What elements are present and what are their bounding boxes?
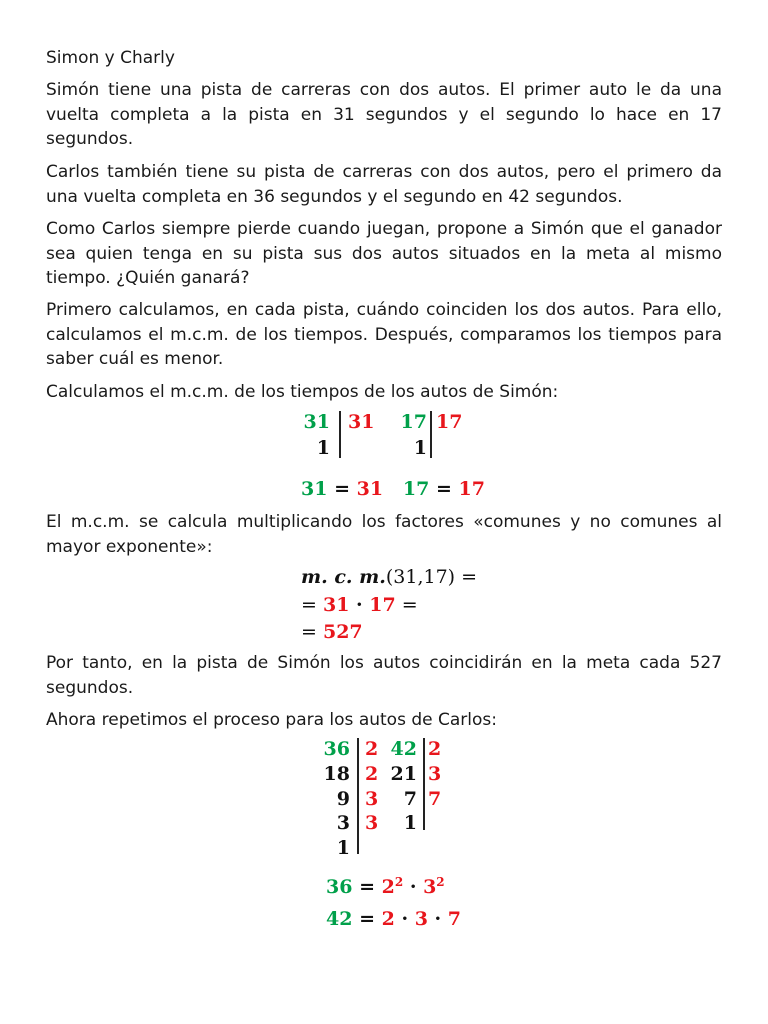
division-number: 31: [303, 411, 330, 433]
division-number: 36: [323, 738, 350, 760]
eq-number: 31: [301, 478, 328, 500]
mcm-label: m. c. m.: [301, 566, 386, 588]
paragraph-question: Como Carlos siempre pierde cuando juegan, propone a Simón que el ganador sea quien tenga en su pista sus dos autos situados en la meta al mismo tiempo. ¿Quién ganará?: [46, 219, 722, 289]
division-factor: 7: [428, 788, 442, 810]
eq-number: 42: [326, 908, 353, 930]
division-factor: 2: [428, 738, 442, 760]
eq-number: 36: [326, 876, 353, 898]
division-number: 17: [400, 411, 427, 433]
eq-base: 2: [381, 876, 395, 898]
division-bar: [339, 411, 341, 458]
paragraph-simon-intro: Calculamos el m.c.m. de los tiempos de los autos de Simón:: [46, 382, 559, 402]
equation-mcm-line1: m. c. m.(31,17) =: [301, 566, 478, 588]
division-factor: 17: [436, 411, 463, 433]
division-number: 1: [336, 837, 350, 859]
eq-factor: 31: [356, 478, 384, 500]
eq-exponent: 2: [394, 875, 404, 889]
paragraph-mcm-rule: El m.c.m. se calcula multiplicando los factores «comunes y no comunes al mayor exponente»:: [46, 512, 722, 557]
division-number: 7: [403, 788, 417, 810]
paragraph-simon-conclusion: Por tanto, en la pista de Simón los autos coincidirán en la meta cada 527 segundos.: [46, 653, 722, 698]
division-number: 9: [336, 788, 350, 810]
mcm-args: (31,17): [385, 566, 456, 588]
mcm-factor: 17: [369, 594, 396, 616]
eq-exponent: 2: [436, 875, 445, 889]
division-factor: 31: [348, 411, 375, 433]
division-factor: 2: [365, 763, 379, 785]
division-factor: 3: [365, 788, 379, 810]
division-factor: 3: [365, 812, 379, 834]
eq-factor: 3: [414, 908, 428, 930]
equation-mcm-line3: = 527: [301, 621, 363, 643]
equation-mcm-line2: = 31 · 17 =: [301, 594, 418, 616]
eq-number: 17: [402, 478, 430, 500]
division-factor: 3: [428, 763, 442, 785]
mcm-result: 527: [322, 621, 363, 643]
division-number: 3: [336, 812, 350, 834]
paragraph-problem-carlos: Carlos también tiene su pista de carreras con dos autos, pero el primero da una vuelta completa en 36 segundos y el segundo en 42 segundos.: [46, 162, 722, 207]
paragraph-problem-simon: Simón tiene una pista de carreras con dos autos. El primer auto le da una vuelta completa a la pista en 31 segundos y el segundo lo hace en 17 segundos.: [46, 80, 722, 150]
division-number: 42: [390, 738, 417, 760]
paragraph-carlos-intro: Ahora repetimos el proceso para los autos de Carlos:: [46, 710, 497, 730]
division-factor: 2: [365, 738, 379, 760]
document-title: Simon y Charly: [46, 48, 175, 68]
eq-factor: 17: [458, 478, 485, 500]
division-number: 1: [403, 812, 417, 834]
division-bar: [430, 411, 432, 458]
mcm-factor: 31: [322, 594, 350, 616]
paragraph-method: Primero calculamos, en cada pista, cuándo coinciden los dos autos. Para ello, calculamos el m.c.m. de los tiempos. Después, comparamos los tiempos para saber cuál es menor.: [46, 300, 722, 370]
division-bar: [357, 738, 359, 854]
equation-factorization-36: $36 = 2^2 \cdot 3^2$: [326, 875, 445, 898]
division-quotient: 1: [413, 437, 427, 459]
division-number: 21: [390, 763, 417, 785]
division-number: 18: [323, 763, 350, 785]
equation-factorization-simon: 31 = 31 17 = 17: [301, 478, 485, 500]
eq-factor: 7: [447, 908, 462, 930]
equation-factorization-42: 42 = 2 · 3 · 7: [326, 908, 462, 930]
division-quotient: 1: [316, 437, 330, 459]
eq-factor: 2: [381, 908, 395, 930]
eq-base: 3: [423, 876, 437, 898]
division-bar: [423, 738, 425, 830]
